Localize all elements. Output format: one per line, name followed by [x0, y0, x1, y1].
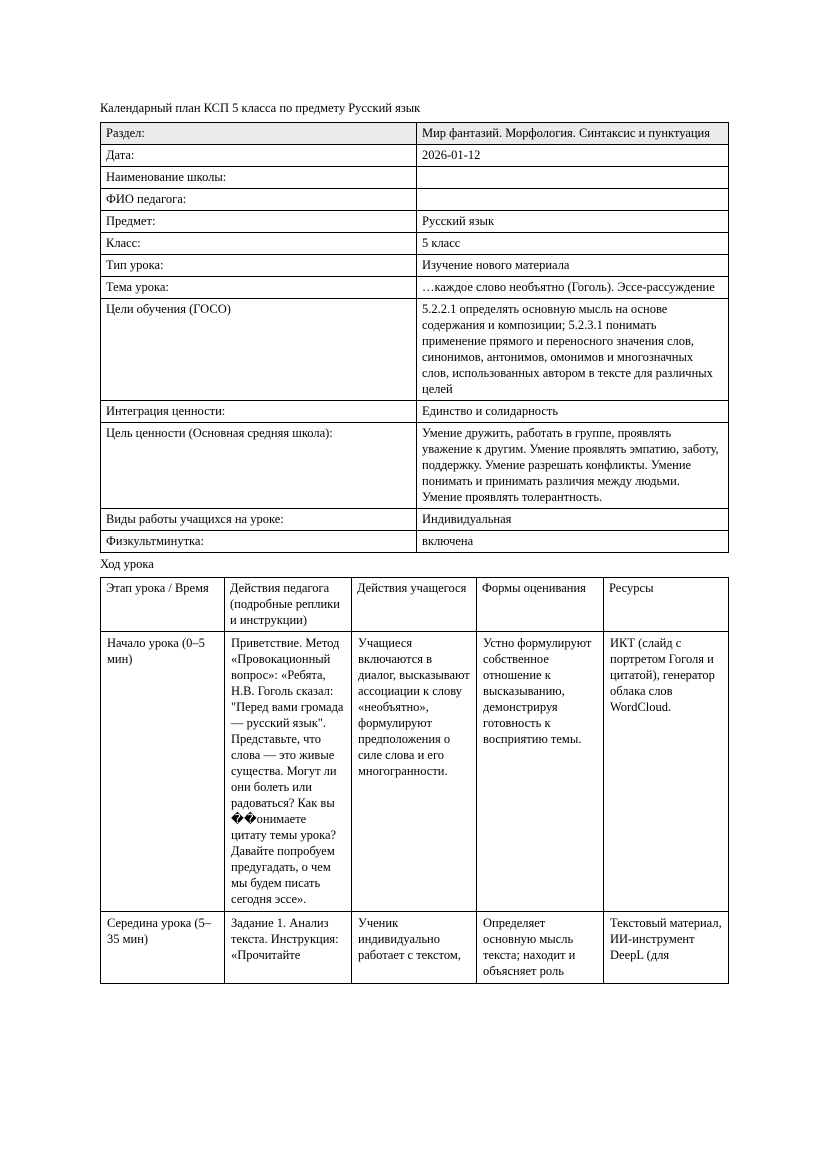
table-row [101, 912, 729, 984]
lesson-flow-label: Ход урока [100, 557, 154, 571]
teacher-actions-cell [225, 632, 352, 912]
column-header: Ресурсы [604, 578, 729, 632]
replacement-character-glyph: �� [231, 811, 257, 826]
info-row-label: Предмет: [101, 211, 417, 233]
info-row-label: Класс: [101, 233, 417, 255]
info-row-label: Физкультминутка: [101, 531, 417, 553]
info-row-label: Наименование школы: [101, 167, 417, 189]
lesson-flow-table [100, 577, 729, 984]
lesson-info-body [101, 123, 729, 553]
info-row-label: Раздел: [101, 123, 417, 145]
info-row-label: ФИО педагога: [101, 189, 417, 211]
table-row [101, 531, 729, 553]
info-row-value: Индивидуальная [417, 509, 729, 531]
teacher-text-part-1: Задание 1. Анализ текста. Инструкция: «Прочитайте [231, 916, 339, 962]
column-header: Действия учащегося [352, 578, 477, 632]
table-row [101, 299, 729, 401]
info-row-value: Русский язык [417, 211, 729, 233]
table-row [101, 123, 729, 145]
info-row-value [417, 189, 729, 211]
info-row-value: включена [417, 531, 729, 553]
table-header-row [101, 578, 729, 632]
info-row-value: Изучение нового материала [417, 255, 729, 277]
info-row-value [417, 167, 729, 189]
column-header: Действия педагога (подробные реплики и инструкции) [225, 578, 352, 632]
table-row [101, 423, 729, 509]
lesson-info-table [100, 122, 729, 553]
info-row-value: …каждое слово необъятно (Гоголь). Эссе-рассуждение [417, 277, 729, 299]
column-header: Формы оценивания [477, 578, 604, 632]
table-row [101, 211, 729, 233]
table-row [101, 189, 729, 211]
student-actions-cell: Ученик индивидуально работает с текстом, [352, 912, 477, 984]
table-row [101, 632, 729, 912]
assessment-forms-cell: Устно формулируют собственное отношение к высказыванию, демонстрируя готовность к восприятию темы. [477, 632, 604, 912]
resources-cell: ИКТ (слайд с портретом Гоголя и цитатой), генератор облака слов WordCloud. [604, 632, 729, 912]
table-row [101, 401, 729, 423]
info-row-label: Цель ценности (Основная средняя школа): [101, 423, 417, 509]
assessment-forms-cell: Определяет основную мысль текста; находит и объясняет роль [477, 912, 604, 984]
teacher-text-part-2: онимаете цитату темы урока? Давайте попробуем предугадать, о чем мы будем писать сегодня эссе». [231, 812, 337, 906]
info-row-label: Цели обучения (ГОСО) [101, 299, 417, 401]
info-row-label: Тема урока: [101, 277, 417, 299]
info-row-label: Дата: [101, 145, 417, 167]
lesson-stage-cell: Начало урока (0–5 мин) [101, 632, 225, 912]
table-row [101, 277, 729, 299]
teacher-actions-cell [225, 912, 352, 984]
table-row [101, 255, 729, 277]
table-row [101, 233, 729, 255]
table-row [101, 509, 729, 531]
table-row [101, 167, 729, 189]
teacher-text-part-1: Приветствие. Метод «Провокационный вопрос»: «Ребята, Н.В. Гоголь сказал: "Перед вами громада — русский язык". Представьте, что слова — это живые существа. Могут ли они болеть или радоваться? Как вы [231, 636, 344, 810]
lesson-stage-cell: Середина урока (5–35 мин) [101, 912, 225, 984]
page-title: Календарный план КСП 5 класса по предмету Русский язык [100, 101, 421, 115]
info-row-value: 5 класс [417, 233, 729, 255]
table-row [101, 145, 729, 167]
info-row-value: 2026-01-12 [417, 145, 729, 167]
resources-cell: Текстовый материал, ИИ-инструмент DeepL (для [604, 912, 729, 984]
lesson-flow-body [101, 632, 729, 984]
info-row-value: Мир фантазий. Морфология. Синтаксис и пунктуация [417, 123, 729, 145]
column-header: Этап урока / Время [101, 578, 225, 632]
info-row-value: Единство и солидарность [417, 401, 729, 423]
lesson-flow-head [101, 578, 729, 632]
info-row-label: Тип урока: [101, 255, 417, 277]
info-row-label: Виды работы учащихся на уроке: [101, 509, 417, 531]
info-row-value: Умение дружить, работать в группе, проявлять уважение к другим. Умение проявлять эмпатию, заботу, поддержку. Умение разрешать конфликты. Умение понимать и принимать различия между людьми. Умение проявлять толерантность. [417, 423, 729, 509]
student-actions-cell: Учащиеся включаются в диалог, высказывают ассоциации к слову «необъятно», формулируют предположения о силе слова и его многогранности. [352, 632, 477, 912]
info-row-label: Интеграция ценности: [101, 401, 417, 423]
info-row-value: 5.2.2.1 определять основную мысль на основе содержания и композиции; 5.2.3.1 понимать применение прямого и переносного значения слов, синонимов, антонимов, омонимов и многозначных слов, использованных автором в тексте для различных целей [417, 299, 729, 401]
